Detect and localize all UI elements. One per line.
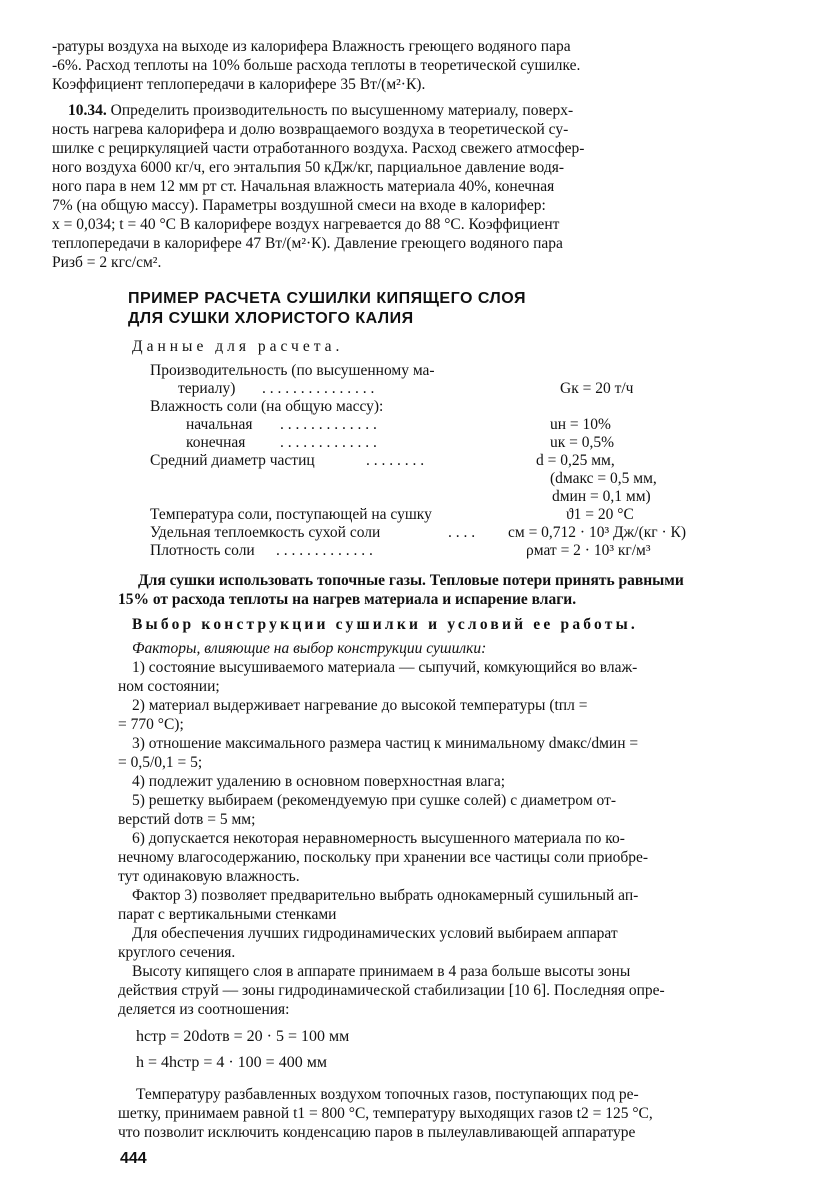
leader-dots: . . . . . . . . . . . . . . . (262, 380, 375, 397)
text-line: нечному влагосодержанию, поскольку при хранении все частицы соли приобре- (118, 849, 649, 866)
data-label: Температура соли, поступающей на сушку (150, 506, 432, 523)
data-heading: Данные для расчета. (132, 338, 344, 355)
text-line: 1) состояние высушиваемого материала — сыпучий, комкующийся во влаж- (132, 659, 638, 676)
text-line: теплопередачи в калорифере 47 Вт/(м²·К). Давление греющего водяного пара (52, 235, 563, 252)
data-label: Влажность соли (на общую массу): (150, 398, 384, 415)
text-line: верстий dотв = 5 мм; (118, 811, 256, 828)
text-line: -6%. Расход теплоты на 10% больше расхода теплоты в теоретической сушилке. (52, 57, 581, 74)
text-line: действия струй — зоны гидродинамической стабилизации [10 6]. Последняя опре- (118, 982, 665, 999)
text-line: круглого сечения. (118, 944, 236, 961)
data-value: cм = 0,712 · 10³ Дж/(кг · К) (508, 524, 687, 541)
text-line: Температуру разбавленных воздухом топочных газов, поступающих под ре- (136, 1086, 639, 1103)
leader-dots: . . . . (448, 524, 476, 541)
data-value: Gк = 20 т/ч (560, 380, 634, 397)
text-line: Pизб = 2 кгс/см². (52, 254, 162, 271)
section-title-line2: ДЛЯ СУШКИ ХЛОРИСТОГО КАЛИЯ (128, 310, 414, 327)
text-line: тут одинаковую влажность. (118, 868, 300, 885)
text-line: ность нагрева калорифера и долю возвращаемого воздуха в теоретической су- (52, 121, 569, 138)
page-number: 444 (120, 1150, 147, 1167)
text-line: 15% от расхода теплоты на нагрев материала и испарение влаги. (118, 591, 577, 608)
data-value: uн = 10% (550, 416, 611, 433)
text-line: шилке с рециркуляцией части отработанного воздуха. Расход свежего атмосфер- (52, 140, 585, 157)
leader-dots: . . . . . . . . (366, 452, 425, 469)
data-label: Производительность (по высушенному ма- (150, 362, 435, 379)
formula-h-str: hстр = 20dотв = 20 · 5 = 100 мм (136, 1028, 350, 1045)
text-line: 2) материал выдерживает нагревание до высокой температуры (tпл = (132, 697, 588, 714)
text-line: деляется из соотношения: (118, 1001, 290, 1018)
data-value: d = 0,25 мм, (536, 452, 615, 469)
leader-dots: . . . . . . . . . . . . . (280, 434, 377, 451)
text-line: 7% (на общую массу). Параметры воздушной смеси на входе в калорифер: (52, 197, 546, 214)
data-label: Удельная теплоемкость сухой соли (150, 524, 381, 541)
data-value: (dмакс = 0,5 мм, (550, 470, 657, 487)
choice-heading: Выбор конструкции сушилки и условий ее работы. (132, 616, 638, 633)
text-line: -ратуры воздуха на выходе из калорифера Влажность греющего водяного пара (52, 38, 571, 55)
data-value: ρмат = 2 · 10³ кг/м³ (526, 542, 651, 559)
text-line: 6) допускается некоторая неравномерность высушенного материала по ко- (132, 830, 625, 847)
text-line: что позволит исключить конденсацию паров в пылеулавливающей аппаратуре (118, 1124, 636, 1141)
text-line: ном состоянии; (118, 678, 220, 695)
data-value: ϑ1 = 20 °С (566, 506, 634, 523)
text-line: Коэффициент теплопередачи в калорифере 35 Вт/(м²·К). (52, 76, 426, 93)
text-line: шетку, принимаем равной t1 = 800 °С, температуру выходящих газов t2 = 125 °С, (118, 1105, 653, 1122)
text-line: Для обеспечения лучших гидродинамических условий выбираем аппарат (132, 925, 618, 942)
problem-first-line (68, 102, 573, 120)
text-line: 4) подлежит удалению в основном поверхностная влага; (132, 773, 506, 790)
data-label: конечная (186, 434, 246, 451)
data-label: Плотность соли (150, 542, 255, 559)
data-label: териалу) (178, 380, 236, 397)
data-value: uк = 0,5% (550, 434, 615, 451)
section-title-line1: ПРИМЕР РАСЧЕТА СУШИЛКИ КИПЯЩЕГО СЛОЯ (128, 290, 526, 307)
text-line: x = 0,034; t = 40 °С В калорифере воздух нагревается до 88 °С. Коэффициент (52, 216, 560, 233)
text-line: = 0,5/0,1 = 5; (118, 754, 203, 771)
problem-number: 10.34. (68, 102, 107, 119)
text-line: 5) решетку выбираем (рекомендуемую при сушке солей) с диаметром от- (132, 792, 617, 809)
text-line: Фактор 3) позволяет предварительно выбрать однокамерный сушильный ап- (132, 887, 639, 904)
data-value: dмин = 0,1 мм) (552, 488, 651, 505)
text-line: 3) отношение максимального размера частиц к минимальному dмакс/dмин = (132, 735, 639, 752)
leader-dots: . . . . . . . . . . . . . (280, 416, 377, 433)
data-label: начальная (186, 416, 253, 433)
text-line: парат с вертикальными стенками (118, 906, 337, 923)
factors-intro: Факторы, влияющие на выбор конструкции сушилки: (132, 640, 487, 657)
text-line: ного воздуха 6000 кг/ч, его энтальпия 50 кДж/кг, парциальное давление водя- (52, 159, 565, 176)
text-line: Для сушки использовать топочные газы. Тепловые потери принять равными (138, 572, 684, 589)
text-line: Высоту кипящего слоя в аппарате принимаем в 4 раза больше высоты зоны (132, 963, 631, 980)
data-label: Средний диаметр частиц (150, 452, 315, 469)
text-line: = 770 °С); (118, 716, 184, 733)
text-line: Определить производительность по высушенному материалу, поверх- (110, 102, 574, 119)
formula-h: h = 4hстр = 4 · 100 = 400 мм (136, 1054, 327, 1071)
text-line: ного пара в нем 12 мм рт ст. Начальная влажность материала 40%, конечная (52, 178, 555, 195)
leader-dots: . . . . . . . . . . . . . (276, 542, 373, 559)
